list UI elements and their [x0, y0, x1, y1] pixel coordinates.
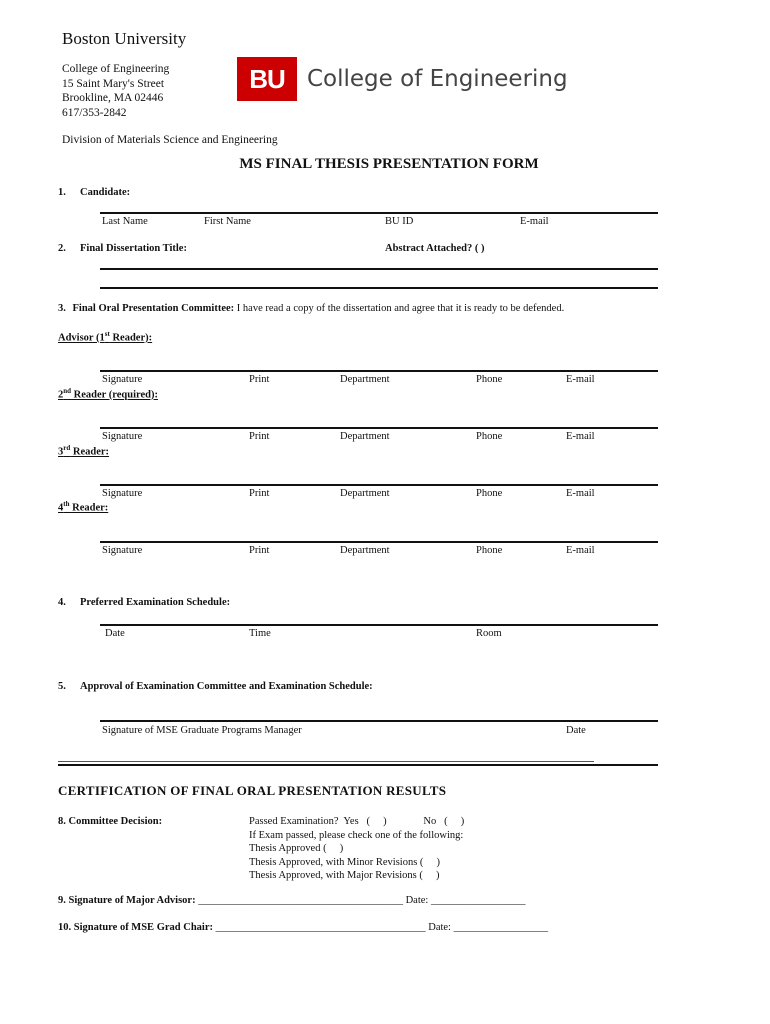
address-line: Brookline, MA 02446	[62, 92, 164, 104]
dissertation-title-label: Final Dissertation Title:	[80, 243, 187, 254]
col-email: E-mail	[566, 431, 595, 442]
title-line-1[interactable]	[100, 268, 658, 270]
col-department: Department	[340, 374, 390, 385]
major-revisions-option[interactable]: Thesis Approved, with Major Revisions ( )	[249, 870, 440, 881]
schedule-line[interactable]	[100, 624, 658, 626]
col-signature: Signature	[102, 488, 143, 499]
address-line: College of Engineering	[62, 63, 170, 75]
approval-signature-line[interactable]	[100, 720, 658, 722]
col-phone: Phone	[476, 431, 503, 442]
form-title: MS FINAL THESIS PRESENTATION FORM	[239, 156, 539, 172]
reader-heading-advisor	[58, 330, 152, 344]
col-department: Department	[340, 488, 390, 499]
signature-line[interactable]	[100, 370, 658, 372]
university-name: Boston University	[62, 29, 187, 48]
reader-rest: Reader:	[69, 502, 109, 514]
col-department: Department	[340, 431, 390, 442]
abstract-attached-label: Abstract Attached? ( )	[385, 243, 485, 254]
schedule-label: Preferred Examination Schedule:	[80, 597, 231, 608]
col-print: Print	[249, 431, 270, 442]
reader-sup: st	[104, 330, 110, 338]
committee-statement: I have read a copy of the dissertation and agree that it is ready to be defended.	[236, 303, 565, 314]
reader-sup: th	[63, 500, 70, 508]
title-line-2[interactable]	[100, 287, 658, 289]
reader-heading-second	[58, 387, 158, 401]
reader-rest: Reader:	[70, 446, 110, 458]
reader-ord: 3	[58, 446, 64, 458]
approval-label: Approval of Examination Committee and Examination Schedule:	[80, 681, 373, 692]
divider	[58, 764, 658, 766]
field-label: First Name	[204, 216, 251, 227]
address-line: 15 Saint Mary's Street	[62, 77, 165, 90]
reader-ord: Advisor (1	[58, 332, 105, 344]
col-print: Print	[249, 545, 270, 556]
bu-logo	[237, 57, 568, 101]
signature-line[interactable]	[100, 427, 658, 429]
section-number: 3.	[58, 303, 66, 314]
thesis-approved-option[interactable]: Thesis Approved ( )	[249, 843, 344, 854]
section-number: 1.	[58, 187, 66, 198]
candidate-label: Candidate:	[80, 187, 131, 198]
bu-logo-mark: BU	[237, 57, 297, 101]
grad-chair-row	[58, 922, 548, 933]
signature-line[interactable]	[100, 484, 658, 486]
address-block	[62, 62, 169, 120]
instruction-text: If Exam passed, please check one of the following:	[249, 829, 464, 841]
address-line: 617/353-2842	[62, 106, 127, 119]
section-number: 4.	[58, 597, 66, 608]
certification-heading: CERTIFICATION OF FINAL ORAL PRESENTATION RESULTS	[58, 783, 447, 798]
committee-decision-label: 8. Committee Decision:	[58, 816, 163, 827]
divider-dashed	[58, 761, 594, 762]
reader-rest: Reader (required):	[71, 389, 158, 401]
grad-chair-label: 10. Signature of MSE Grad Chair:	[58, 922, 213, 933]
col-department: Department	[340, 545, 390, 556]
col-signature: Signature	[102, 431, 143, 442]
col-phone: Phone	[476, 488, 503, 499]
field-label: Time	[249, 628, 271, 639]
field-label: Date	[105, 628, 125, 639]
section-number: 5.	[58, 681, 66, 692]
major-advisor-signature-line[interactable]: _______________________________________ Date: __________________	[198, 895, 526, 906]
decision-options	[249, 815, 464, 883]
grad-chair-signature-line[interactable]: ________________________________________ Date: __________________	[215, 922, 549, 933]
col-email: E-mail	[566, 545, 595, 556]
reader-heading-third	[58, 444, 109, 458]
minor-revisions-option[interactable]: Thesis Approved, with Minor Revisions ( )	[249, 856, 441, 868]
col-print: Print	[249, 374, 270, 385]
col-phone: Phone	[476, 545, 503, 556]
reader-sup: rd	[63, 444, 71, 452]
col-print: Print	[249, 488, 270, 499]
division-name: Division of Materials Science and Engineering	[62, 134, 278, 146]
field-label: E-mail	[520, 216, 549, 227]
field-label: Room	[476, 628, 502, 639]
col-signature: Signature	[102, 545, 143, 556]
candidate-line[interactable]	[100, 212, 658, 214]
col-email: E-mail	[566, 374, 595, 385]
col-signature: Signature	[102, 374, 143, 385]
reader-sup: nd	[63, 387, 72, 395]
reader-ord: 4	[58, 502, 64, 514]
bu-logo-text: College of Engineering	[307, 66, 568, 92]
col-phone: Phone	[476, 374, 503, 385]
signature-line[interactable]	[100, 541, 658, 543]
field-label: Last Name	[102, 216, 148, 227]
reader-rest: Reader):	[109, 332, 153, 344]
passed-exam-option[interactable]: Passed Examination? Yes ( ) No ( )	[249, 816, 465, 827]
committee-label: Final Oral Presentation Committee:	[72, 303, 235, 314]
approval-date-label: Date	[566, 725, 586, 736]
manager-signature-label: Signature of MSE Graduate Programs Manager	[102, 725, 302, 736]
reader-ord: 2	[58, 389, 64, 401]
reader-heading-fourth	[58, 500, 108, 514]
field-label: BU ID	[385, 216, 414, 227]
col-email: E-mail	[566, 488, 595, 499]
major-advisor-label: 9. Signature of Major Advisor:	[58, 895, 196, 906]
major-advisor-row	[58, 895, 525, 906]
committee-row	[58, 303, 564, 314]
section-number: 2.	[58, 243, 66, 254]
